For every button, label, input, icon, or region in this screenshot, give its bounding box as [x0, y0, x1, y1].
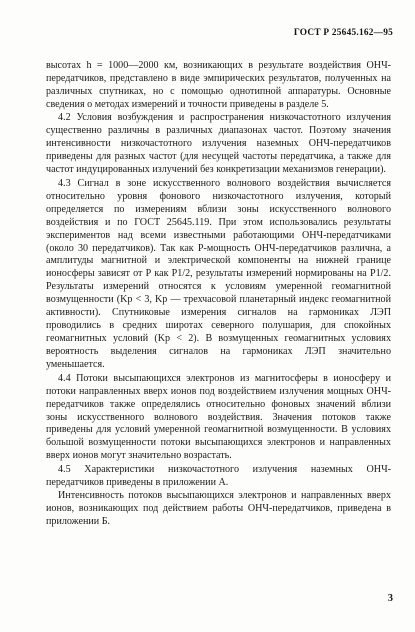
paragraph-appendix-b: Интенсивность потоков высыпающихся электронов и направленных вверх ионов, возникающих под действием работы ОНЧ-передатчиков, приведена в приложении Б. [46, 490, 391, 528]
body-text [46, 60, 391, 529]
paragraph-continuation: высотах h = 1000—2000 км, возникающих в результате воздействия ОНЧ-передатчиков, представлено в виде эмпирических результатов, полученных на различных спутниках, но с помощью однотипной аппаратуры. Основные сведения о методах измерений и точности приведены в разделе 5. [46, 60, 391, 110]
standard-header: ГОСТ Р 25645.162—95 [293, 28, 393, 38]
paragraph-4-5: 4.5 Характеристики низкочастотного излучения наземных ОНЧ-передатчиков приведены в приложении А. [46, 463, 391, 488]
paragraph-4-3: 4.3 Сигнал в зоне искусственного волнового воздействия вычисляется относительно уровня фонового низкочастотного излучения, который определяется по измерениям вблизи зоны искусственного волнового воздействия и по ГОСТ 25645.119. При этом использовались результаты экспериментов над всеми известными работающими ОНЧ-передатчиками (около 30 передатчиков). Так как Р-мощность ОНЧ-передатчиков различна, а амплитуды магнитной и электрической компоненты на нижней границе ионосферы зависят от Р как P1/2, результаты измерений нормированы на P1/2. Результаты измерений относятся к условиям умеренной геомагнитной возмущенности (Kp < 3, Kp — трехчасовой планетарный индекс геомагнитной активности). Спутниковые измерения сигналов на гармониках ЛЭП проводились в средних широтах северного полушария, для спокойных геомагнитных условий (Kp < 2). В возмущенных геомагнитных условиях вероятность выделения сигналов на гармониках ЛЭП значительно уменьшается. [46, 177, 391, 371]
paragraph-4-4: 4.4 Потоки высыпающихся электронов из магнитосферы в ионосферу и потоки направленных вверх ионов под воздействием излучения мощных ОНЧ-передатчиков также определялись относительно фоновых значений вблизи зоны искусственного волнового воздействия. Значения потоков также приведены для условий умеренной геомагнитной возмущенности. В условиях большой возмущенности потоки высыпающихся электронов и направленных вверх ионов могут значительно возрастать. [46, 372, 391, 462]
page-number: 3 [387, 593, 393, 604]
paragraph-4-2: 4.2 Условия возбуждения и распространения низкочастотного излучения существенно различны в различных диапазонах частот. Поэтому значения интенсивности низкочастотного излучения наземных ОНЧ-передатчиков приведены для разных частот (для несущей частоты передатчика, а также для частот индуцированных излучений без конкретизации механизмов генерации). [46, 112, 391, 176]
